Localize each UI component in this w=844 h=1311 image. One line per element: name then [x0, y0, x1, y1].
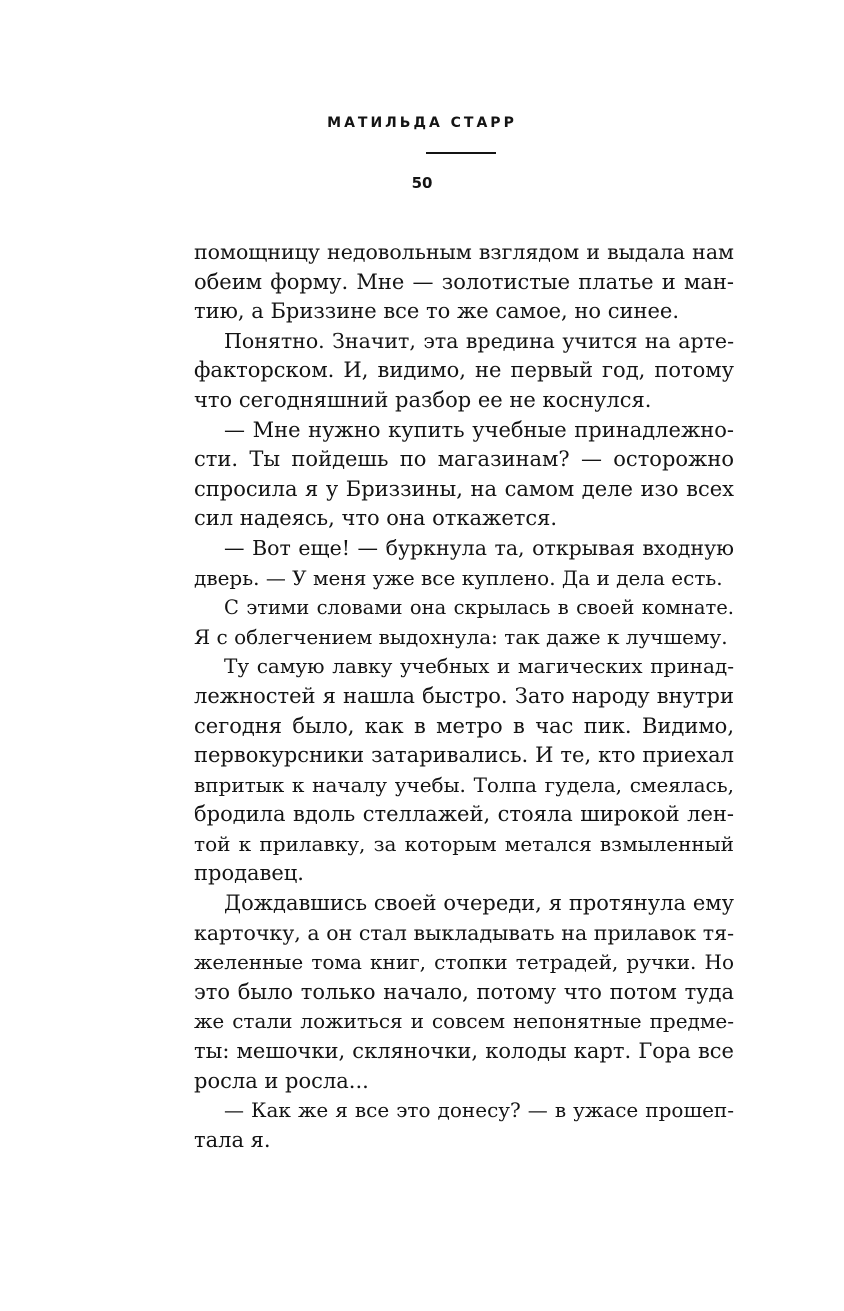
text-line: обеим форму. Мне — золотистые платье и ман-	[194, 269, 734, 294]
text-line: — Мне нужно купить учебные принадлежно-	[224, 417, 734, 442]
text-line: спросила я у Бриззины, на самом деле изо всех	[194, 476, 734, 501]
text-line: желенные тома книг, стопки тетрадей, ручки. Но	[194, 950, 734, 975]
header-rule	[426, 152, 496, 154]
text-line: лежностей я нашла быстро. Зато народу внутри	[194, 683, 734, 708]
text-line: — Как же я все это донесу? — в ужасе прошеп-	[224, 1098, 734, 1123]
text-line: же стали ложиться и совсем непонятные предме-	[194, 1009, 734, 1034]
text-line: карточку, а он стал выкладывать на прилавок тя-	[194, 920, 734, 945]
text-line: Ту самую лавку учебных и магических принад-	[224, 654, 734, 679]
text-line: сти. Ты пойдешь по магазинам? — осторожно	[194, 447, 734, 472]
body-text	[194, 238, 734, 1155]
text-line: тала я.	[194, 1127, 271, 1152]
text-line: С этими словами она скрылась в своей комнате.	[224, 596, 734, 620]
text-line: бродила вдоль стеллажей, стояла широкой лен-	[194, 802, 734, 827]
text-line: продавец.	[194, 861, 304, 886]
text-line: ты: мешочки, скляночки, колоды карт. Гора все	[194, 1039, 734, 1064]
text-line: тию, а Бриззине все то же самое, но синее.	[194, 299, 679, 324]
page-number: 50	[411, 174, 433, 192]
text-line: впритык к началу учебы. Толпа гудела, смеялась,	[194, 772, 734, 797]
text-line: что сегодняшний разбор ее не коснулся.	[194, 387, 652, 412]
text-line: Я с облегчением выдохнула: так даже к лучшему.	[194, 624, 728, 649]
text-line: сегодня было, как в метро в час пик. Видимо,	[194, 713, 734, 738]
text-line: Понятно. Значит, эта вредина учится на арте-	[224, 328, 734, 353]
text-line: — Вот еще! — буркнула та, открывая входную	[224, 535, 734, 560]
text-line: Дождавшись своей очереди, я протянула ему	[224, 891, 734, 916]
text-line: помощницу недовольным взглядом и выдала нам	[194, 240, 734, 264]
text-line: первокурсники затаривались. И те, кто приехал	[194, 743, 734, 768]
text-line: факторском. И, видимо, не первый год, потому	[194, 358, 734, 383]
running-title: МАТИЛЬДА СТАРР	[327, 115, 517, 131]
text-line: росла и росла...	[194, 1068, 369, 1093]
text-line: дверь. — У меня уже все куплено. Да и дела есть.	[194, 565, 723, 590]
text-line: это было только начало, потому что потом туда	[194, 979, 734, 1004]
text-line: той к прилавку, за которым метался взмыленный	[194, 831, 734, 856]
text-line: сил надеясь, что она откажется.	[194, 506, 558, 531]
